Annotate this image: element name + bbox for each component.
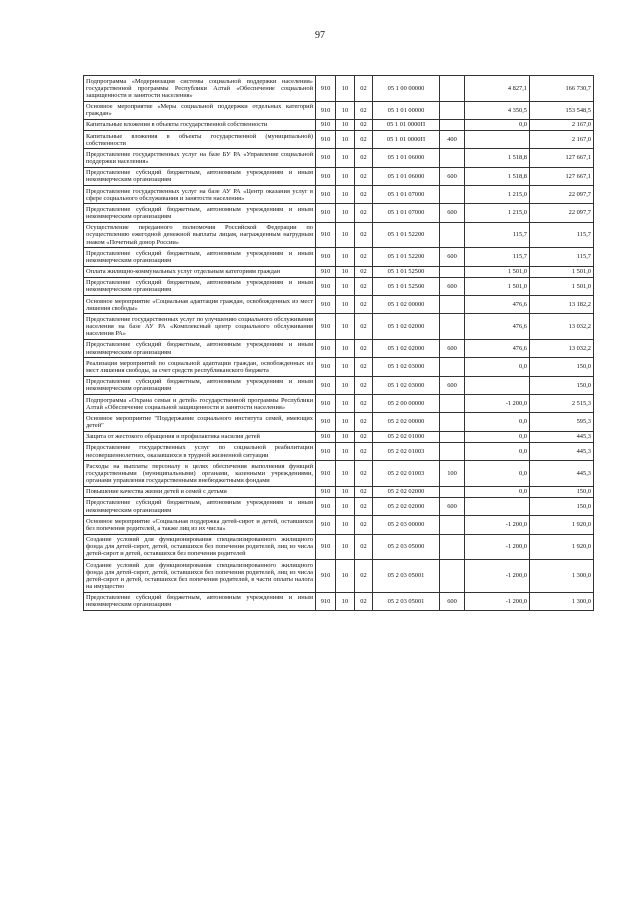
row-name-cell: Создание условий для функционирования специализированного жилищного фонда для детей-сирот, детей, оставшихся без попечения родителей, лиц из числа детей-сирот и детей, оставшихся без попечения родителей: [84, 534, 316, 560]
row-amount-change-cell: 0,0: [465, 431, 530, 442]
row-amount-total-cell: 445,3: [530, 461, 594, 487]
row-subsection-cell: 02: [355, 442, 373, 460]
row-target-article-cell: 05 2 02 02000: [373, 497, 440, 515]
row-amount-total-cell: 2 167,0: [530, 119, 594, 130]
row-amount-change-cell: [465, 131, 530, 149]
row-amount-change-cell: 0,0: [465, 358, 530, 376]
row-section-cell: 10: [336, 497, 355, 515]
row-amount-change-cell: 1 501,0: [465, 266, 530, 277]
row-name-cell: Подпрограмма «Модернизация системы социальной поддержки населения» государственной программы Республики Алтай «Обеспечение социальной защищенности и занятости населения»: [84, 76, 316, 102]
row-admin-code-cell: 910: [316, 76, 336, 102]
row-admin-code-cell: 910: [316, 149, 336, 167]
row-target-article-cell: 05 1 01 52500: [373, 277, 440, 295]
row-section-cell: 10: [336, 413, 355, 431]
row-target-article-cell: 05 1 01 07000: [373, 204, 440, 222]
row-amount-total-cell: 13 182,2: [530, 296, 594, 314]
row-subsection-cell: 02: [355, 486, 373, 497]
row-section-cell: 10: [336, 516, 355, 534]
row-name-cell: Капитальные вложения в объекты государственной (муниципальной) собственности: [84, 131, 316, 149]
row-target-article-cell: 05 2 03 05000: [373, 534, 440, 560]
row-admin-code-cell: 910: [316, 131, 336, 149]
row-amount-change-cell: 1 518,8: [465, 167, 530, 185]
row-admin-code-cell: 910: [316, 358, 336, 376]
row-subsection-cell: 02: [355, 222, 373, 248]
row-amount-change-cell: 1 518,8: [465, 149, 530, 167]
row-section-cell: 10: [336, 266, 355, 277]
row-section-cell: 10: [336, 592, 355, 610]
row-amount-total-cell: 1 920,0: [530, 534, 594, 560]
table-row: [84, 534, 594, 560]
row-amount-change-cell: 476,6: [465, 339, 530, 357]
row-amount-total-cell: 2 515,3: [530, 395, 594, 413]
table-row: [84, 314, 594, 340]
row-target-article-cell: 05 1 00 00000: [373, 76, 440, 102]
table-row: [84, 277, 594, 295]
table-row: [84, 592, 594, 610]
row-expense-type-cell: [440, 101, 465, 119]
row-expense-type-cell: [440, 186, 465, 204]
row-subsection-cell: 02: [355, 76, 373, 102]
row-admin-code-cell: 910: [316, 442, 336, 460]
row-expense-type-cell: 600: [440, 497, 465, 515]
row-amount-total-cell: 13 032,2: [530, 339, 594, 357]
row-section-cell: 10: [336, 296, 355, 314]
table-row: [84, 296, 594, 314]
table-row: [84, 131, 594, 149]
budget-table: [83, 75, 594, 611]
row-expense-type-cell: [440, 413, 465, 431]
row-admin-code-cell: 910: [316, 395, 336, 413]
row-amount-total-cell: 150,0: [530, 358, 594, 376]
row-target-article-cell: 05 1 01 06000: [373, 149, 440, 167]
row-amount-total-cell: 1 501,0: [530, 277, 594, 295]
row-expense-type-cell: [440, 266, 465, 277]
row-expense-type-cell: 600: [440, 277, 465, 295]
row-target-article-cell: 05 1 01 52200: [373, 248, 440, 266]
row-amount-change-cell: 115,7: [465, 222, 530, 248]
row-admin-code-cell: 910: [316, 314, 336, 340]
row-admin-code-cell: 910: [316, 266, 336, 277]
row-amount-total-cell: 22 097,7: [530, 186, 594, 204]
row-subsection-cell: 02: [355, 266, 373, 277]
row-amount-total-cell: 150,0: [530, 486, 594, 497]
row-admin-code-cell: 910: [316, 248, 336, 266]
row-section-cell: 10: [336, 395, 355, 413]
row-section-cell: 10: [336, 186, 355, 204]
row-expense-type-cell: 600: [440, 204, 465, 222]
row-name-cell: Предоставление государственных услуг по улучшению социального обслуживания населения на базе АУ РА «Комплексный центр социального обслуживания населения РА»: [84, 314, 316, 340]
row-section-cell: 10: [336, 358, 355, 376]
row-admin-code-cell: 910: [316, 296, 336, 314]
table-row: [84, 119, 594, 130]
row-expense-type-cell: [440, 442, 465, 460]
row-expense-type-cell: [440, 149, 465, 167]
row-name-cell: Предоставление субсидий бюджетным, автономным учреждениям и иным некоммерческим организациям: [84, 277, 316, 295]
row-expense-type-cell: [440, 119, 465, 130]
row-expense-type-cell: 600: [440, 592, 465, 610]
row-amount-change-cell: 1 215,0: [465, 204, 530, 222]
row-amount-total-cell: 1 501,0: [530, 266, 594, 277]
row-name-cell: Капитальные вложения в объекты государственной собственности: [84, 119, 316, 130]
row-subsection-cell: 02: [355, 101, 373, 119]
row-expense-type-cell: [440, 222, 465, 248]
row-amount-change-cell: -1 200,0: [465, 516, 530, 534]
table-row: [84, 222, 594, 248]
row-subsection-cell: 02: [355, 204, 373, 222]
row-name-cell: Предоставление субсидий бюджетным, автономным учреждениям и иным некоммерческим организациям: [84, 592, 316, 610]
row-expense-type-cell: 600: [440, 167, 465, 185]
row-admin-code-cell: 910: [316, 497, 336, 515]
row-name-cell: Предоставление субсидий бюджетным, автономным учреждениям и иным некоммерческим организациям: [84, 204, 316, 222]
row-target-article-cell: 05 1 01 00000: [373, 101, 440, 119]
row-admin-code-cell: 910: [316, 119, 336, 130]
row-name-cell: Повышение качества жизни детей и семей с детьми: [84, 486, 316, 497]
row-subsection-cell: 02: [355, 296, 373, 314]
table-row: [84, 395, 594, 413]
table-row: [84, 497, 594, 515]
row-amount-total-cell: 445,3: [530, 442, 594, 460]
row-amount-total-cell: 127 667,1: [530, 149, 594, 167]
row-amount-total-cell: 445,3: [530, 431, 594, 442]
row-name-cell: Основное мероприятие "Поддержание социального института семей, имеющих детей": [84, 413, 316, 431]
row-subsection-cell: 02: [355, 339, 373, 357]
row-name-cell: Основное мероприятие «Социальная адаптация граждан, освобожденных из мест лишения свободы»: [84, 296, 316, 314]
row-amount-change-cell: 4 827,1: [465, 76, 530, 102]
row-section-cell: 10: [336, 204, 355, 222]
row-target-article-cell: 05 2 03 05001: [373, 560, 440, 593]
row-amount-total-cell: 115,7: [530, 222, 594, 248]
row-amount-change-cell: 1 215,0: [465, 186, 530, 204]
row-amount-change-cell: 0,0: [465, 442, 530, 460]
budget-table-body: [84, 76, 594, 611]
row-name-cell: Предоставление государственных услуг на базе АУ РА «Центр оказания услуг в сфере социального обслуживания и занятости населения»: [84, 186, 316, 204]
row-amount-change-cell: 476,6: [465, 314, 530, 340]
table-row: [84, 167, 594, 185]
table-row: [84, 486, 594, 497]
row-amount-change-cell: -1 200,0: [465, 560, 530, 593]
row-amount-change-cell: 0,0: [465, 461, 530, 487]
row-amount-total-cell: 595,3: [530, 413, 594, 431]
table-row: [84, 560, 594, 593]
row-amount-change-cell: -1 200,0: [465, 592, 530, 610]
row-name-cell: Предоставление субсидий бюджетным, автономным учреждениям и иным некоммерческим организациям: [84, 497, 316, 515]
row-name-cell: Реализация мероприятий по социальной адаптации граждан, освобожденных из мест лишения свободы, за счет средств республиканского бюджета: [84, 358, 316, 376]
table-row: [84, 442, 594, 460]
row-expense-type-cell: [440, 534, 465, 560]
row-subsection-cell: 02: [355, 431, 373, 442]
row-target-article-cell: 05 1 01 0000П: [373, 131, 440, 149]
row-section-cell: 10: [336, 486, 355, 497]
row-name-cell: Основное мероприятие «Меры социальной поддержки отдельных категорий граждан»: [84, 101, 316, 119]
row-amount-total-cell: 166 730,7: [530, 76, 594, 102]
table-row: [84, 516, 594, 534]
row-name-cell: Предоставление государственных услуг на базе БУ РА «Управление социальной поддержки населения»: [84, 149, 316, 167]
row-subsection-cell: 02: [355, 314, 373, 340]
row-admin-code-cell: 910: [316, 413, 336, 431]
row-name-cell: Предоставление государственных услуг по социальной реабилитации несовершеннолетних, оказавшихся в трудной жизненной ситуации: [84, 442, 316, 460]
row-name-cell: Предоставление субсидий бюджетным, автономным учреждениям и иным некоммерческим организациям: [84, 167, 316, 185]
row-expense-type-cell: [440, 560, 465, 593]
row-target-article-cell: 05 1 02 02000: [373, 314, 440, 340]
row-subsection-cell: 02: [355, 277, 373, 295]
table-row: [84, 76, 594, 102]
row-target-article-cell: 05 1 02 00000: [373, 296, 440, 314]
page-number: 97: [315, 30, 325, 41]
row-amount-change-cell: 476,6: [465, 296, 530, 314]
table-row: [84, 376, 594, 394]
row-section-cell: 10: [336, 461, 355, 487]
row-name-cell: Предоставление субсидий бюджетным, автономным учреждениям и иным некоммерческим организациям: [84, 376, 316, 394]
row-subsection-cell: 02: [355, 516, 373, 534]
table-row: [84, 186, 594, 204]
row-amount-total-cell: 127 667,1: [530, 167, 594, 185]
row-amount-change-cell: 1 501,0: [465, 277, 530, 295]
row-section-cell: 10: [336, 314, 355, 340]
row-admin-code-cell: 910: [316, 431, 336, 442]
row-section-cell: 10: [336, 277, 355, 295]
row-name-cell: Защита от жестокого обращения и профилактика насилия детей: [84, 431, 316, 442]
row-target-article-cell: 05 2 02 02000: [373, 486, 440, 497]
table-row: [84, 413, 594, 431]
row-admin-code-cell: 910: [316, 339, 336, 357]
row-amount-change-cell: [465, 497, 530, 515]
row-target-article-cell: 05 2 03 00000: [373, 516, 440, 534]
row-section-cell: 10: [336, 149, 355, 167]
table-row: [84, 248, 594, 266]
row-subsection-cell: 02: [355, 248, 373, 266]
row-section-cell: 10: [336, 248, 355, 266]
row-name-cell: Предоставление субсидий бюджетным, автономным учреждениям и иным некоммерческим организациям: [84, 248, 316, 266]
row-subsection-cell: 02: [355, 413, 373, 431]
row-admin-code-cell: 910: [316, 486, 336, 497]
row-section-cell: 10: [336, 131, 355, 149]
row-target-article-cell: 05 2 03 05001: [373, 592, 440, 610]
row-amount-total-cell: 1 300,0: [530, 592, 594, 610]
row-subsection-cell: 02: [355, 131, 373, 149]
table-row: [84, 431, 594, 442]
row-expense-type-cell: [440, 516, 465, 534]
row-subsection-cell: 02: [355, 358, 373, 376]
row-section-cell: 10: [336, 560, 355, 593]
row-amount-total-cell: 1 300,0: [530, 560, 594, 593]
table-row: [84, 358, 594, 376]
row-amount-change-cell: -1 200,0: [465, 395, 530, 413]
row-target-article-cell: 05 1 01 0000П: [373, 119, 440, 130]
row-admin-code-cell: 910: [316, 204, 336, 222]
table-row: [84, 204, 594, 222]
row-name-cell: Оплата жилищно-коммунальных услуг отдельным категориям граждан: [84, 266, 316, 277]
row-name-cell: Создание условий для функционирования специализированного жилищного фонда для детей-сирот, детей, оставшихся без попечения родителей, лиц из числа детей-сирот и детей, оставшихся без попечения родителей, в части оплаты налога на имущество: [84, 560, 316, 593]
row-expense-type-cell: [440, 314, 465, 340]
row-expense-type-cell: [440, 486, 465, 497]
row-section-cell: 10: [336, 167, 355, 185]
row-target-article-cell: 05 1 02 03000: [373, 376, 440, 394]
row-amount-change-cell: 4 350,5: [465, 101, 530, 119]
row-section-cell: 10: [336, 534, 355, 560]
row-admin-code-cell: 910: [316, 376, 336, 394]
row-expense-type-cell: 100: [440, 461, 465, 487]
row-expense-type-cell: [440, 358, 465, 376]
row-subsection-cell: 02: [355, 376, 373, 394]
row-amount-change-cell: 0,0: [465, 413, 530, 431]
row-subsection-cell: 02: [355, 461, 373, 487]
row-admin-code-cell: 910: [316, 277, 336, 295]
row-subsection-cell: 02: [355, 167, 373, 185]
row-section-cell: 10: [336, 339, 355, 357]
row-amount-change-cell: 0,0: [465, 119, 530, 130]
row-amount-change-cell: -1 200,0: [465, 534, 530, 560]
row-section-cell: 10: [336, 222, 355, 248]
table-row: [84, 101, 594, 119]
table-row: [84, 149, 594, 167]
row-expense-type-cell: [440, 431, 465, 442]
row-name-cell: Подпрограмма «Охрана семьи и детей» государственной программы Республики Алтай «Обеспечение социальной защищенности и занятости населения»: [84, 395, 316, 413]
row-admin-code-cell: 910: [316, 186, 336, 204]
row-admin-code-cell: 910: [316, 534, 336, 560]
row-expense-type-cell: [440, 395, 465, 413]
row-name-cell: Расходы на выплаты персоналу в целях обеспечения выполнения функций государственными (муниципальными) органами, казенными учреждениями, органами управления государственными внебюджетными фондами: [84, 461, 316, 487]
row-admin-code-cell: 910: [316, 560, 336, 593]
row-expense-type-cell: [440, 296, 465, 314]
row-amount-change-cell: 0,0: [465, 486, 530, 497]
row-admin-code-cell: 910: [316, 101, 336, 119]
row-admin-code-cell: 910: [316, 222, 336, 248]
row-admin-code-cell: 910: [316, 461, 336, 487]
table-row: [84, 339, 594, 357]
row-target-article-cell: 05 1 01 07000: [373, 186, 440, 204]
row-expense-type-cell: 600: [440, 339, 465, 357]
row-expense-type-cell: 600: [440, 376, 465, 394]
row-section-cell: 10: [336, 76, 355, 102]
row-section-cell: 10: [336, 119, 355, 130]
row-subsection-cell: 02: [355, 395, 373, 413]
row-subsection-cell: 02: [355, 497, 373, 515]
row-target-article-cell: 05 1 01 06000: [373, 167, 440, 185]
row-amount-total-cell: 153 548,5: [530, 101, 594, 119]
row-subsection-cell: 02: [355, 149, 373, 167]
table-row: [84, 266, 594, 277]
row-amount-total-cell: 22 097,7: [530, 204, 594, 222]
row-subsection-cell: 02: [355, 119, 373, 130]
table-row: [84, 461, 594, 487]
row-subsection-cell: 02: [355, 534, 373, 560]
row-name-cell: Осуществление переданного полномочия Российской Федерации по осуществлению ежегодной денежной выплаты лицам, награжденным нагрудным знаком «Почетный донор России»: [84, 222, 316, 248]
row-amount-total-cell: 1 920,0: [530, 516, 594, 534]
row-expense-type-cell: [440, 76, 465, 102]
row-subsection-cell: 02: [355, 560, 373, 593]
row-admin-code-cell: 910: [316, 167, 336, 185]
row-section-cell: 10: [336, 442, 355, 460]
row-target-article-cell: 05 2 02 01003: [373, 442, 440, 460]
row-target-article-cell: 05 1 02 03000: [373, 358, 440, 376]
row-amount-total-cell: 2 167,0: [530, 131, 594, 149]
row-target-article-cell: 05 2 02 01000: [373, 431, 440, 442]
row-target-article-cell: 05 2 00 00000: [373, 395, 440, 413]
row-expense-type-cell: 600: [440, 248, 465, 266]
row-admin-code-cell: 910: [316, 592, 336, 610]
row-amount-total-cell: 150,0: [530, 376, 594, 394]
row-amount-total-cell: 13 032,2: [530, 314, 594, 340]
row-name-cell: Основное мероприятие «Социальная поддержка детей-сирот и детей, оставшихся без попечения родителей, а также лиц из их числа»: [84, 516, 316, 534]
row-target-article-cell: 05 2 02 01003: [373, 461, 440, 487]
row-section-cell: 10: [336, 431, 355, 442]
row-target-article-cell: 05 1 01 52500: [373, 266, 440, 277]
row-target-article-cell: 05 2 02 00000: [373, 413, 440, 431]
row-admin-code-cell: 910: [316, 516, 336, 534]
row-expense-type-cell: 400: [440, 131, 465, 149]
row-section-cell: 10: [336, 376, 355, 394]
row-amount-change-cell: [465, 376, 530, 394]
row-target-article-cell: 05 1 01 52200: [373, 222, 440, 248]
row-name-cell: Предоставление субсидий бюджетным, автономным учреждениям и иным некоммерческим организациям: [84, 339, 316, 357]
row-subsection-cell: 02: [355, 186, 373, 204]
row-amount-total-cell: 115,7: [530, 248, 594, 266]
row-amount-change-cell: 115,7: [465, 248, 530, 266]
row-target-article-cell: 05 1 02 02000: [373, 339, 440, 357]
row-subsection-cell: 02: [355, 592, 373, 610]
row-amount-total-cell: 150,0: [530, 497, 594, 515]
row-section-cell: 10: [336, 101, 355, 119]
